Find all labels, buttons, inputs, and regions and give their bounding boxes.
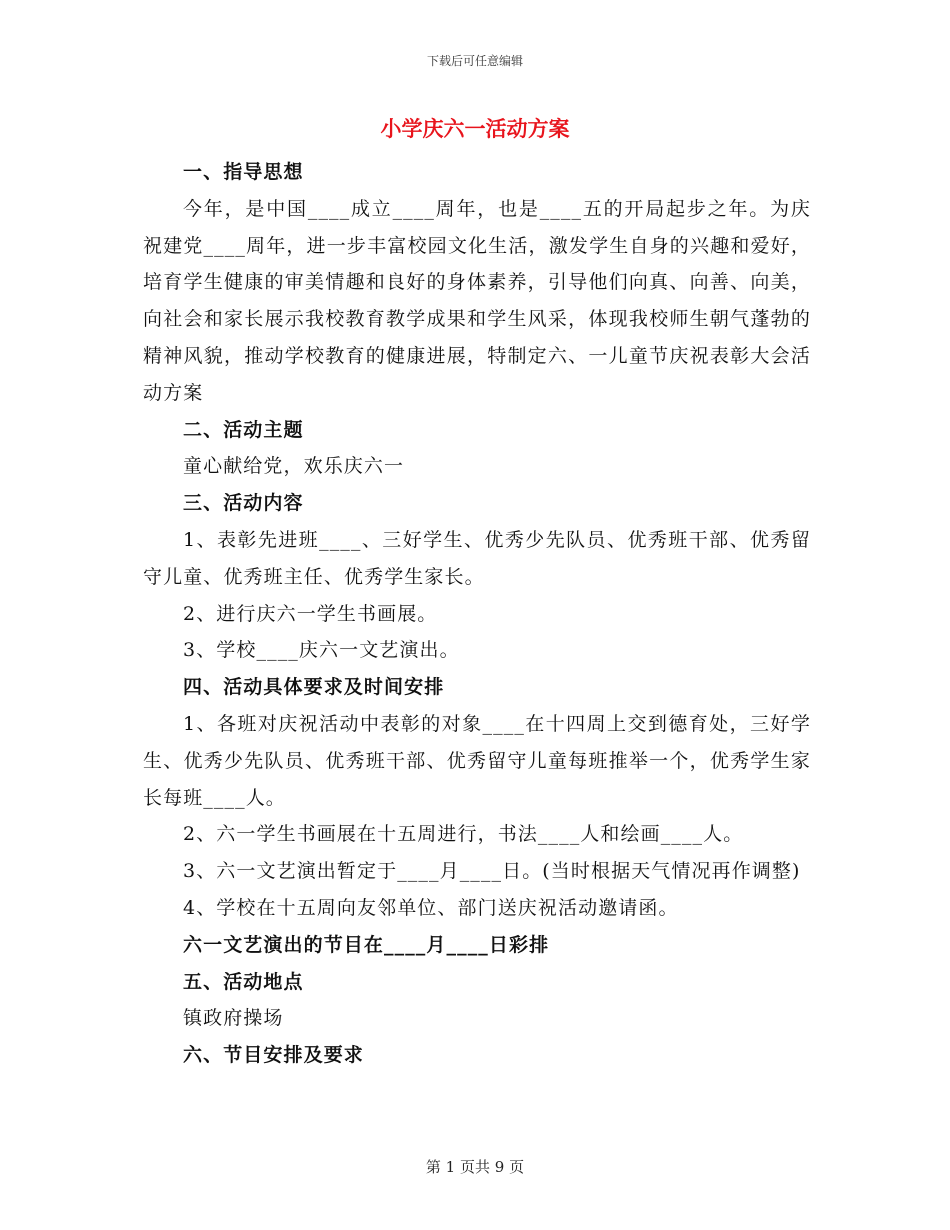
paragraph-content-3: 3、学校____庆六一文艺演出。 — [183, 639, 460, 662]
paragraph-theme: 童心献给党，欢乐庆六一 — [183, 455, 405, 478]
paragraph-requirements-1: 1、各班对庆祝活动中表彰的对象____在十四周上交到德育处，三好学生、优秀少先队员、优秀班干部、优秀留守儿童每班推举一个，优秀学生家长每班____人。 — [143, 712, 811, 809]
page-footer: 第 1 页共 9 页 — [425, 1158, 525, 1176]
document-body — [143, 154, 811, 1074]
section-heading-theme: 二、活动主题 — [183, 418, 304, 441]
page-header: 下载后可任意编辑 — [426, 54, 523, 68]
section-heading-program: 六、节目安排及要求 — [183, 1044, 364, 1067]
document-title: 小学庆六一活动方案 — [380, 117, 570, 141]
paragraph-requirements-3: 3、六一文艺演出暂定于____月____日。(当时根据天气情况再作调整) — [183, 860, 801, 883]
paragraph-content-2: 2、进行庆六一学生书画展。 — [183, 602, 438, 625]
paragraph-location: 镇政府操场 — [183, 1007, 284, 1030]
section-heading-content: 三、活动内容 — [183, 492, 304, 515]
paragraph-requirements-4: 4、学校在十五周向友邻单位、部门送庆祝活动邀请函。 — [183, 896, 679, 919]
paragraph-guiding-thought: 今年，是中国____成立____周年，也是____五的开局起步之年。为庆祝建党____周年，进一步丰富校园文化生活，激发学生自身的兴趣和爱好，培育学生健康的审美情趣和良好的身体素养，引导他们向真、向善、向美，向社会和家长展示我校教育教学成果和学生风采，体现我校师生朝气蓬勃的精神风貌，推动学校教育的健康进展，特制定六、一儿童节庆祝表彰大会活动方案 — [143, 197, 811, 404]
rehearsal-note: 六一文艺演出的节目在____月____日彩排 — [183, 933, 550, 956]
paragraph-requirements-2: 2、六一学生书画展在十五周进行，书法____人和绘画____人。 — [183, 823, 744, 846]
section-heading-location: 五、活动地点 — [183, 970, 304, 993]
section-heading-requirements: 四、活动具体要求及时间安排 — [183, 676, 445, 699]
section-heading-guiding-thought: 一、指导思想 — [183, 161, 304, 183]
paragraph-content-1: 1、表彰先进班____、三好学生、优秀少先队员、优秀班干部、优秀留守儿童、优秀班主任、优秀学生家长。 — [143, 528, 811, 588]
